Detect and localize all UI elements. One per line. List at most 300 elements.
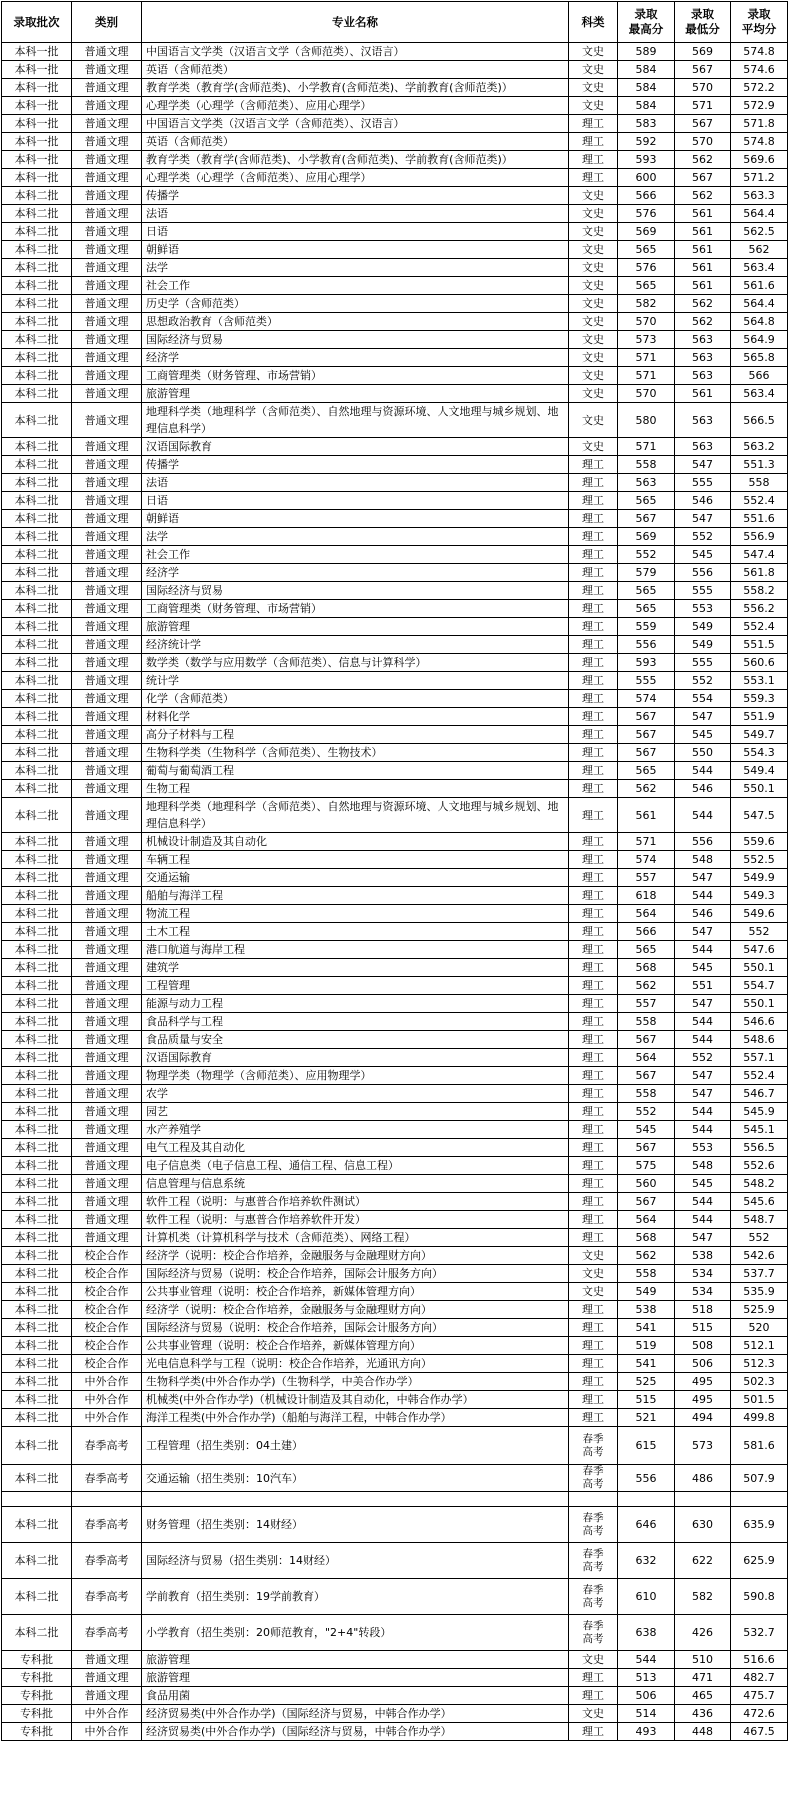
- cell-category: 中外合作: [72, 1705, 142, 1723]
- cell-batch: 本科二批: [2, 1121, 72, 1139]
- cell-major: 物流工程: [142, 905, 569, 923]
- cell-max-score: 584: [618, 79, 675, 97]
- table-row: [2, 1723, 788, 1741]
- cell-batch: 本科二批: [2, 385, 72, 403]
- table-row: [2, 1211, 788, 1229]
- cell-major: 船舶与海洋工程: [142, 887, 569, 905]
- cell-major: 材料化学: [142, 708, 569, 726]
- cell-min-score: 567: [675, 169, 731, 187]
- cell-category: 普通文理: [72, 510, 142, 528]
- cell-subject: 理工: [569, 708, 618, 726]
- cell-subject: 文史: [569, 331, 618, 349]
- cell-batch: 本科一批: [2, 61, 72, 79]
- cell-category: 普通文理: [72, 115, 142, 133]
- cell-major: 软件工程（说明：与惠普合作培养软件测试）: [142, 1193, 569, 1211]
- cell-min-score: 547: [675, 1085, 731, 1103]
- cell-batch: 本科二批: [2, 1337, 72, 1355]
- cell-max-score: 576: [618, 205, 675, 223]
- cell-category: 普通文理: [72, 564, 142, 582]
- cell-max-score: 567: [618, 1067, 675, 1085]
- cell-subject: 春季 高考: [569, 1507, 618, 1543]
- table-row: [2, 833, 788, 851]
- cell-major: 国际经济与贸易（招生类别：14财经）: [142, 1543, 569, 1579]
- cell-min-score: 561: [675, 205, 731, 223]
- cell-major: 车辆工程: [142, 851, 569, 869]
- cell-major: 传播学: [142, 187, 569, 205]
- cell-batch: 本科二批: [2, 600, 72, 618]
- cell-major: 经济学（说明：校企合作培养，金融服务与金融理财方向）: [142, 1247, 569, 1265]
- cell-category: 普通文理: [72, 187, 142, 205]
- cell-subject: 理工: [569, 1669, 618, 1687]
- table-row: [2, 61, 788, 79]
- cell-avg-score: 512.1: [731, 1337, 788, 1355]
- cell-min-score: 555: [675, 474, 731, 492]
- cell-subject: 理工: [569, 851, 618, 869]
- cell-batch: 本科二批: [2, 456, 72, 474]
- cell-major: 葡萄与葡萄酒工程: [142, 762, 569, 780]
- table-row: [2, 187, 788, 205]
- cell-subject: 理工: [569, 672, 618, 690]
- cell-max-score: 558: [618, 1013, 675, 1031]
- cell-category: 校企合作: [72, 1355, 142, 1373]
- cell-max-score: 565: [618, 600, 675, 618]
- cell-batch: 本科二批: [2, 331, 72, 349]
- cell-category: 普通文理: [72, 1121, 142, 1139]
- cell-avg-score: 552: [731, 923, 788, 941]
- cell-avg-score: 475.7: [731, 1687, 788, 1705]
- cell-max-score: 584: [618, 97, 675, 115]
- cell-avg-score: 551.5: [731, 636, 788, 654]
- table-row: [2, 923, 788, 941]
- cell-category: 校企合作: [72, 1247, 142, 1265]
- cell-category: 普通文理: [72, 780, 142, 798]
- cell-avg-score: 572.9: [731, 97, 788, 115]
- cell-major: 中国语言文学类（汉语言文学（含师范类）、汉语言）: [142, 115, 569, 133]
- cell-batch: 本科一批: [2, 43, 72, 61]
- cell-avg-score: 564.4: [731, 205, 788, 223]
- cell-category: 普通文理: [72, 869, 142, 887]
- cell-max-score: 555: [618, 672, 675, 690]
- spacer-cell: [731, 1492, 788, 1507]
- cell-category: 普通文理: [72, 528, 142, 546]
- cell-category: 普通文理: [72, 798, 142, 833]
- cell-category: 普通文理: [72, 618, 142, 636]
- cell-batch: 本科二批: [2, 798, 72, 833]
- cell-min-score: 544: [675, 798, 731, 833]
- cell-batch: 本科二批: [2, 1049, 72, 1067]
- cell-batch: 本科二批: [2, 1031, 72, 1049]
- table-row: [2, 1337, 788, 1355]
- cell-subject: 文史: [569, 1265, 618, 1283]
- cell-batch: 专科批: [2, 1669, 72, 1687]
- table-row: [2, 1409, 788, 1427]
- cell-major: 汉语国际教育: [142, 438, 569, 456]
- cell-max-score: 562: [618, 977, 675, 995]
- cell-avg-score: 549.4: [731, 762, 788, 780]
- cell-batch: 本科二批: [2, 851, 72, 869]
- cell-min-score: 570: [675, 133, 731, 151]
- cell-subject: 理工: [569, 600, 618, 618]
- cell-avg-score: 545.9: [731, 1103, 788, 1121]
- cell-subject: 理工: [569, 492, 618, 510]
- cell-batch: 本科二批: [2, 1013, 72, 1031]
- cell-category: 普通文理: [72, 169, 142, 187]
- cell-category: 普通文理: [72, 61, 142, 79]
- cell-category: 普通文理: [72, 456, 142, 474]
- cell-avg-score: 499.8: [731, 1409, 788, 1427]
- cell-batch: 本科一批: [2, 97, 72, 115]
- cell-category: 普通文理: [72, 546, 142, 564]
- table-row: [2, 1175, 788, 1193]
- cell-avg-score: 552.6: [731, 1157, 788, 1175]
- cell-batch: 本科二批: [2, 726, 72, 744]
- cell-category: 普通文理: [72, 133, 142, 151]
- cell-major: 交通运输（招生类别：10汽车）: [142, 1465, 569, 1492]
- cell-batch: 本科二批: [2, 205, 72, 223]
- cell-min-score: 547: [675, 995, 731, 1013]
- cell-avg-score: 545.1: [731, 1121, 788, 1139]
- cell-major: 法语: [142, 474, 569, 492]
- cell-category: 普通文理: [72, 492, 142, 510]
- cell-major: 旅游管理: [142, 1669, 569, 1687]
- cell-category: 春季高考: [72, 1465, 142, 1492]
- table-row: [2, 690, 788, 708]
- cell-category: 普通文理: [72, 762, 142, 780]
- cell-max-score: 552: [618, 546, 675, 564]
- cell-subject: 理工: [569, 1391, 618, 1409]
- cell-avg-score: 547.4: [731, 546, 788, 564]
- cell-subject: 理工: [569, 133, 618, 151]
- cell-major: 旅游管理: [142, 618, 569, 636]
- cell-max-score: 575: [618, 1157, 675, 1175]
- cell-category: 普通文理: [72, 905, 142, 923]
- table-row: [2, 259, 788, 277]
- table-row: [2, 798, 788, 833]
- cell-batch: 本科二批: [2, 977, 72, 995]
- cell-max-score: 589: [618, 43, 675, 61]
- cell-major: 电子信息类（电子信息工程、通信工程、信息工程）: [142, 1157, 569, 1175]
- cell-batch: 本科二批: [2, 259, 72, 277]
- cell-category: 普通文理: [72, 97, 142, 115]
- cell-subject: 理工: [569, 833, 618, 851]
- cell-min-score: 562: [675, 187, 731, 205]
- table-row: [2, 1049, 788, 1067]
- cell-avg-score: 552: [731, 1229, 788, 1247]
- cell-category: 普通文理: [72, 744, 142, 762]
- cell-major: 心理学类（心理学（含师范类）、应用心理学）: [142, 97, 569, 115]
- cell-batch: 本科二批: [2, 349, 72, 367]
- cell-avg-score: 551.3: [731, 456, 788, 474]
- cell-max-score: 519: [618, 1337, 675, 1355]
- table-row: [2, 385, 788, 403]
- cell-avg-score: 574.6: [731, 61, 788, 79]
- cell-subject: 理工: [569, 1085, 618, 1103]
- cell-max-score: 583: [618, 115, 675, 133]
- cell-avg-score: 559.6: [731, 833, 788, 851]
- cell-batch: 本科二批: [2, 1067, 72, 1085]
- cell-avg-score: 574.8: [731, 133, 788, 151]
- cell-max-score: 576: [618, 259, 675, 277]
- table-row: [2, 223, 788, 241]
- cell-avg-score: 563.4: [731, 259, 788, 277]
- cell-category: 校企合作: [72, 1283, 142, 1301]
- cell-category: 校企合作: [72, 1265, 142, 1283]
- cell-max-score: 565: [618, 277, 675, 295]
- cell-min-score: 506: [675, 1355, 731, 1373]
- cell-major: 思想政治教育（含师范类）: [142, 313, 569, 331]
- table-row: [2, 726, 788, 744]
- cell-subject: 理工: [569, 582, 618, 600]
- table-row: [2, 1247, 788, 1265]
- cell-avg-score: 558: [731, 474, 788, 492]
- table-row: [2, 1031, 788, 1049]
- cell-major: 土木工程: [142, 923, 569, 941]
- table-row: [2, 403, 788, 438]
- cell-min-score: 495: [675, 1391, 731, 1409]
- cell-min-score: 547: [675, 923, 731, 941]
- cell-batch: 专科批: [2, 1687, 72, 1705]
- cell-major: 港口航道与海岸工程: [142, 941, 569, 959]
- table-row: [2, 905, 788, 923]
- header-min-score-text: 录取 最低分: [685, 7, 720, 36]
- cell-major: 教育学类（教育学(含师范类)、小学教育(含师范类)、学前教育(含师范类)）: [142, 79, 569, 97]
- cell-avg-score: 563.4: [731, 385, 788, 403]
- cell-major: 数学类（数学与应用数学（含师范类）、信息与计算科学）: [142, 654, 569, 672]
- cell-subject: 理工: [569, 1121, 618, 1139]
- cell-subject: 春季 高考: [569, 1615, 618, 1651]
- cell-subject: 文史: [569, 295, 618, 313]
- cell-max-score: 632: [618, 1543, 675, 1579]
- table-row: [2, 1651, 788, 1669]
- cell-major: 公共事业管理（说明：校企合作培养，新媒体管理方向）: [142, 1337, 569, 1355]
- cell-batch: 本科二批: [2, 672, 72, 690]
- cell-subject: 文史: [569, 241, 618, 259]
- cell-category: 春季高考: [72, 1579, 142, 1615]
- cell-subject: 理工: [569, 456, 618, 474]
- table-row: [2, 1283, 788, 1301]
- cell-min-score: 561: [675, 385, 731, 403]
- cell-avg-score: 548.6: [731, 1031, 788, 1049]
- cell-subject: 理工: [569, 726, 618, 744]
- cell-subject: 文史: [569, 1247, 618, 1265]
- cell-max-score: 538: [618, 1301, 675, 1319]
- cell-avg-score: 556.9: [731, 528, 788, 546]
- cell-min-score: 547: [675, 456, 731, 474]
- cell-max-score: 565: [618, 941, 675, 959]
- cell-max-score: 567: [618, 1031, 675, 1049]
- cell-min-score: 486: [675, 1465, 731, 1492]
- cell-category: 校企合作: [72, 1337, 142, 1355]
- cell-avg-score: 561.8: [731, 564, 788, 582]
- cell-batch: 本科二批: [2, 923, 72, 941]
- cell-max-score: 564: [618, 1049, 675, 1067]
- cell-batch: 本科二批: [2, 1427, 72, 1465]
- cell-max-score: 525: [618, 1373, 675, 1391]
- cell-max-score: 567: [618, 726, 675, 744]
- cell-avg-score: 547.6: [731, 941, 788, 959]
- table-row: [2, 1579, 788, 1615]
- table-row: [2, 654, 788, 672]
- table-row: [2, 1301, 788, 1319]
- cell-category: 春季高考: [72, 1543, 142, 1579]
- cell-max-score: 558: [618, 1085, 675, 1103]
- table-row: [2, 79, 788, 97]
- cell-batch: 专科批: [2, 1723, 72, 1741]
- cell-subject: 理工: [569, 1139, 618, 1157]
- cell-batch: 本科二批: [2, 1409, 72, 1427]
- table-row: [2, 744, 788, 762]
- cell-subject: 理工: [569, 959, 618, 977]
- cell-max-score: 560: [618, 1175, 675, 1193]
- cell-max-score: 571: [618, 367, 675, 385]
- cell-min-score: 546: [675, 780, 731, 798]
- table-row: [2, 941, 788, 959]
- cell-batch: 本科二批: [2, 1579, 72, 1615]
- cell-major: 法学: [142, 528, 569, 546]
- cell-avg-score: 549.3: [731, 887, 788, 905]
- cell-category: 普通文理: [72, 205, 142, 223]
- cell-min-score: 573: [675, 1427, 731, 1465]
- cell-subject: 文史: [569, 79, 618, 97]
- cell-avg-score: 566.5: [731, 403, 788, 438]
- cell-min-score: 508: [675, 1337, 731, 1355]
- cell-subject: 理工: [569, 995, 618, 1013]
- cell-major: 中国语言文学类（汉语言文学（含师范类）、汉语言）: [142, 43, 569, 61]
- cell-min-score: 544: [675, 1013, 731, 1031]
- cell-category: 普通文理: [72, 1067, 142, 1085]
- table-row: [2, 1705, 788, 1723]
- cell-category: 普通文理: [72, 1103, 142, 1121]
- cell-max-score: 565: [618, 241, 675, 259]
- table-row: [2, 1319, 788, 1337]
- cell-avg-score: 569.6: [731, 151, 788, 169]
- table-row: [2, 1121, 788, 1139]
- cell-max-score: 556: [618, 1465, 675, 1492]
- cell-min-score: 545: [675, 959, 731, 977]
- cell-subject: 理工: [569, 618, 618, 636]
- cell-major: 食品用菌: [142, 1687, 569, 1705]
- table-row: [2, 1391, 788, 1409]
- cell-min-score: 545: [675, 726, 731, 744]
- cell-major: 水产养殖学: [142, 1121, 569, 1139]
- cell-min-score: 465: [675, 1687, 731, 1705]
- cell-avg-score: 551.6: [731, 510, 788, 528]
- cell-subject: 理工: [569, 1211, 618, 1229]
- cell-batch: 本科二批: [2, 241, 72, 259]
- cell-avg-score: 535.9: [731, 1283, 788, 1301]
- cell-subject: 文史: [569, 1283, 618, 1301]
- cell-category: 中外合作: [72, 1391, 142, 1409]
- cell-max-score: 559: [618, 618, 675, 636]
- cell-min-score: 552: [675, 528, 731, 546]
- cell-avg-score: 516.6: [731, 1651, 788, 1669]
- cell-subject: 文史: [569, 438, 618, 456]
- cell-batch: 本科二批: [2, 708, 72, 726]
- table-row: [2, 1507, 788, 1543]
- cell-subject: 理工: [569, 1175, 618, 1193]
- table-row: [2, 1157, 788, 1175]
- table-row: [2, 887, 788, 905]
- cell-max-score: 493: [618, 1723, 675, 1741]
- cell-avg-score: 542.6: [731, 1247, 788, 1265]
- cell-avg-score: 548.2: [731, 1175, 788, 1193]
- cell-max-score: 552: [618, 1103, 675, 1121]
- cell-avg-score: 547.5: [731, 798, 788, 833]
- cell-max-score: 574: [618, 690, 675, 708]
- cell-avg-score: 532.7: [731, 1615, 788, 1651]
- cell-min-score: 534: [675, 1265, 731, 1283]
- cell-avg-score: 571.8: [731, 115, 788, 133]
- cell-major: 法学: [142, 259, 569, 277]
- table-row: [2, 367, 788, 385]
- table-row: [2, 1373, 788, 1391]
- cell-batch: 本科二批: [2, 654, 72, 672]
- cell-max-score: 514: [618, 1705, 675, 1723]
- cell-min-score: 563: [675, 367, 731, 385]
- table-row: [2, 528, 788, 546]
- cell-avg-score: 546.6: [731, 1013, 788, 1031]
- cell-major: 国际经济与贸易: [142, 331, 569, 349]
- cell-avg-score: 502.3: [731, 1373, 788, 1391]
- cell-subject: 文史: [569, 367, 618, 385]
- cell-min-score: 548: [675, 851, 731, 869]
- cell-max-score: 564: [618, 905, 675, 923]
- cell-category: 普通文理: [72, 582, 142, 600]
- cell-min-score: 563: [675, 403, 731, 438]
- cell-subject: 理工: [569, 654, 618, 672]
- cell-category: 普通文理: [72, 151, 142, 169]
- cell-category: 普通文理: [72, 295, 142, 313]
- cell-min-score: 567: [675, 115, 731, 133]
- table-row: [2, 1193, 788, 1211]
- cell-category: 普通文理: [72, 726, 142, 744]
- cell-batch: 本科二批: [2, 582, 72, 600]
- cell-max-score: 584: [618, 61, 675, 79]
- cell-min-score: 544: [675, 1103, 731, 1121]
- cell-min-score: 544: [675, 762, 731, 780]
- table-row: [2, 762, 788, 780]
- table-row: [2, 151, 788, 169]
- cell-max-score: 562: [618, 1247, 675, 1265]
- table-row: [2, 1427, 788, 1465]
- cell-min-score: 544: [675, 887, 731, 905]
- cell-category: 普通文理: [72, 941, 142, 959]
- cell-max-score: 565: [618, 582, 675, 600]
- cell-avg-score: 565.8: [731, 349, 788, 367]
- cell-min-score: 551: [675, 977, 731, 995]
- cell-batch: 本科二批: [2, 1211, 72, 1229]
- cell-major: 教育学类（教育学(含师范类)、小学教育(含师范类)、学前教育(含师范类)）: [142, 151, 569, 169]
- cell-min-score: 570: [675, 79, 731, 97]
- cell-min-score: 547: [675, 869, 731, 887]
- cell-min-score: 549: [675, 636, 731, 654]
- cell-min-score: 555: [675, 654, 731, 672]
- cell-max-score: 574: [618, 851, 675, 869]
- cell-major: 经济统计学: [142, 636, 569, 654]
- spacer-cell: [142, 1492, 569, 1507]
- cell-min-score: 544: [675, 1193, 731, 1211]
- cell-category: 普通文理: [72, 1139, 142, 1157]
- cell-avg-score: 554.3: [731, 744, 788, 762]
- cell-batch: 本科二批: [2, 510, 72, 528]
- cell-category: 春季高考: [72, 1507, 142, 1543]
- cell-max-score: 556: [618, 636, 675, 654]
- cell-major: 机械设计制造及其自动化: [142, 833, 569, 851]
- cell-min-score: 546: [675, 905, 731, 923]
- cell-min-score: 426: [675, 1615, 731, 1651]
- cell-max-score: 567: [618, 1139, 675, 1157]
- cell-category: 普通文理: [72, 708, 142, 726]
